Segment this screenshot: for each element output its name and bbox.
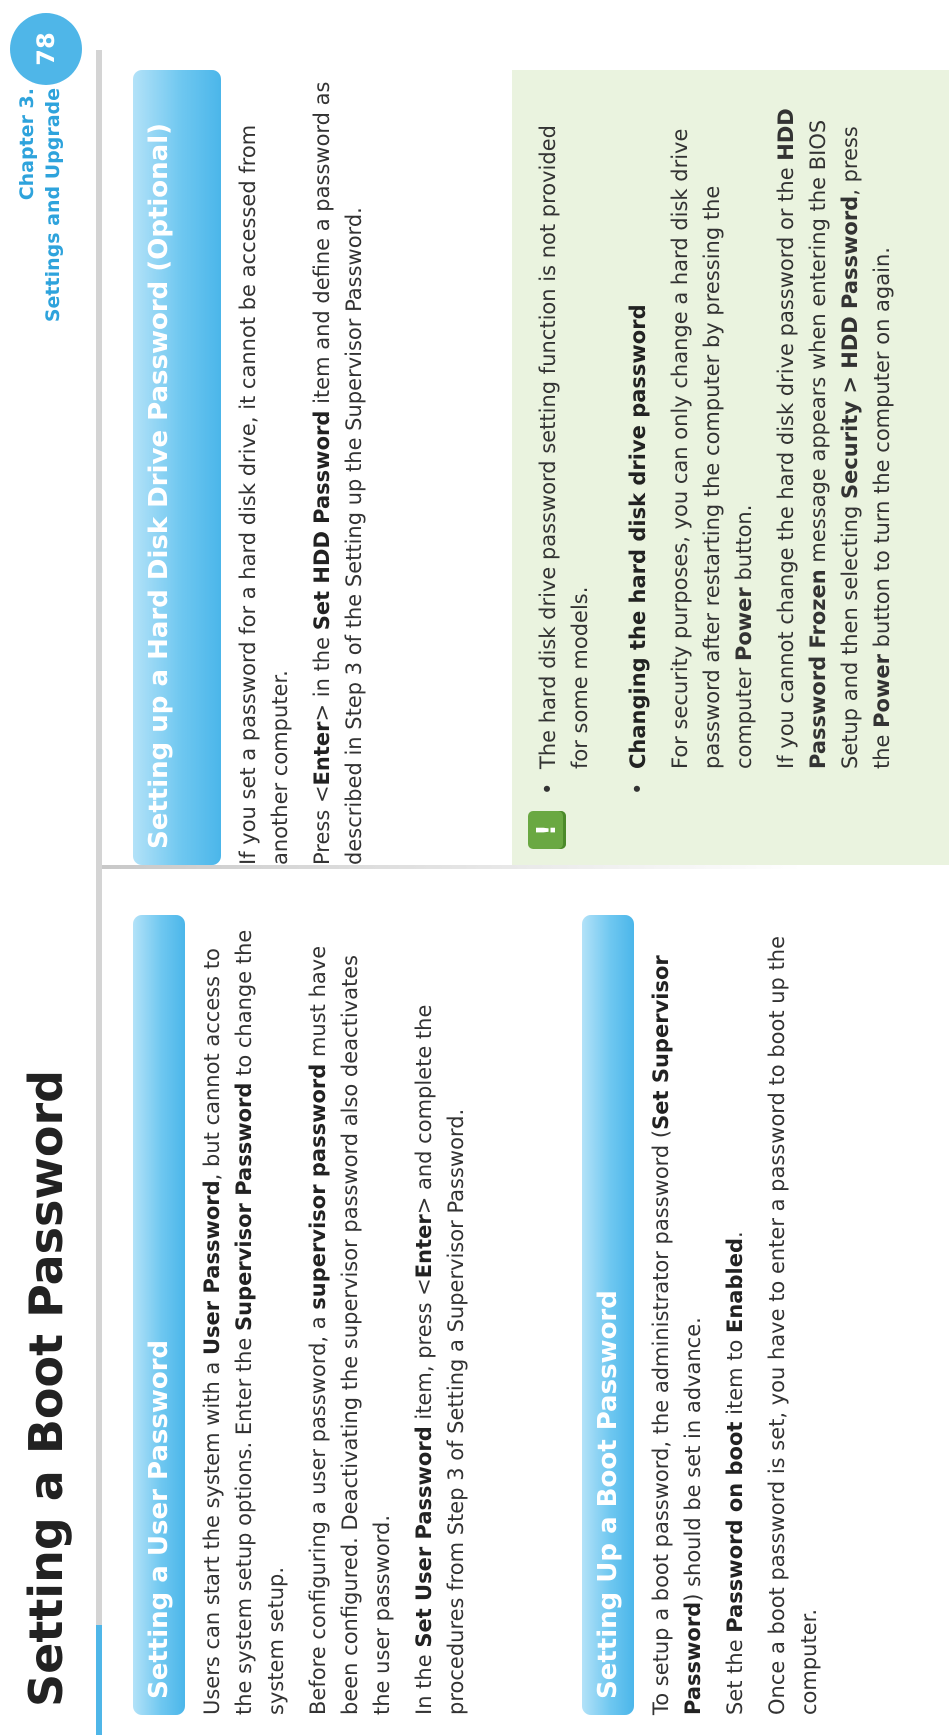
page-title: Setting a Boot Password [19, 1069, 73, 1707]
section-title-user-password: Setting a User Password [144, 1339, 174, 1699]
section-body-boot-password [645, 915, 835, 1715]
paragraph: Set the Password on boot item to Enabled. [723, 1231, 747, 1715]
paragraph: In the Set User Password item, press <Enter> and complete the procedures from Step 3 of Setting a Supervisor Password. [412, 1004, 468, 1715]
section-bar-boot-password [582, 915, 634, 1715]
list-item: • The hard disk drive password setting function is not provided for some models. [532, 95, 596, 795]
section-title-boot-password: Setting Up a Boot Password [593, 1290, 623, 1699]
paragraph: Press <Enter> in the Set HDD Password item and define a password as described in Step 3 of the Setting up the Supervisor Password. [310, 81, 366, 865]
section-body-user-password [196, 915, 482, 1715]
paragraph: If you cannot change the hard disk drive password or the HDD Password Frozen message appears when entering the BIOS Setup and then selecting Security > HDD Password, press the Power button to turn the computer on again. [774, 108, 894, 769]
note-list [532, 95, 924, 795]
chapter-label: Chapter 3. [16, 88, 38, 201]
section-body-hdd-password [232, 70, 380, 865]
note-box [512, 70, 949, 865]
chapter-header [14, 88, 66, 322]
header-rule [96, 50, 102, 1735]
column-divider [102, 865, 802, 869]
paragraph: Users can start the system with a User Password, but cannot access to the system setup options. Enter the Supervisor Password to change the system setup. [200, 929, 288, 1715]
section-title-hdd-password: Setting up a Hard Disk Drive Password (Optional) [144, 123, 174, 849]
section-bar-user-password [133, 915, 185, 1715]
paragraph: Before configuring a user password, a supervisor password must have been configured. Deactivating the supervisor password also deactivates the user password. [306, 945, 394, 1715]
exclamation-icon: ! [528, 811, 566, 849]
list-item [622, 95, 898, 795]
paragraph: For security purposes, you can only change a hard disk drive password after restarting the computer by pressing the computer Power button. [668, 128, 756, 769]
paragraph: If you set a password for a hard disk drive, it cannot be accessed from another computer. [236, 124, 292, 865]
page-number-badge: 78 [10, 13, 82, 85]
section-bar-hdd-password [133, 70, 221, 865]
paragraph: Once a boot password is set, you have to enter a password to boot up the computer. [765, 935, 821, 1715]
chapter-title: Settings and Upgrade [42, 88, 64, 323]
paragraph: To setup a boot password, the administrator password (Set Supervisor Password) should be set in advance. [649, 955, 705, 1715]
note-heading: • Changing the hard disk drive password [626, 304, 650, 769]
